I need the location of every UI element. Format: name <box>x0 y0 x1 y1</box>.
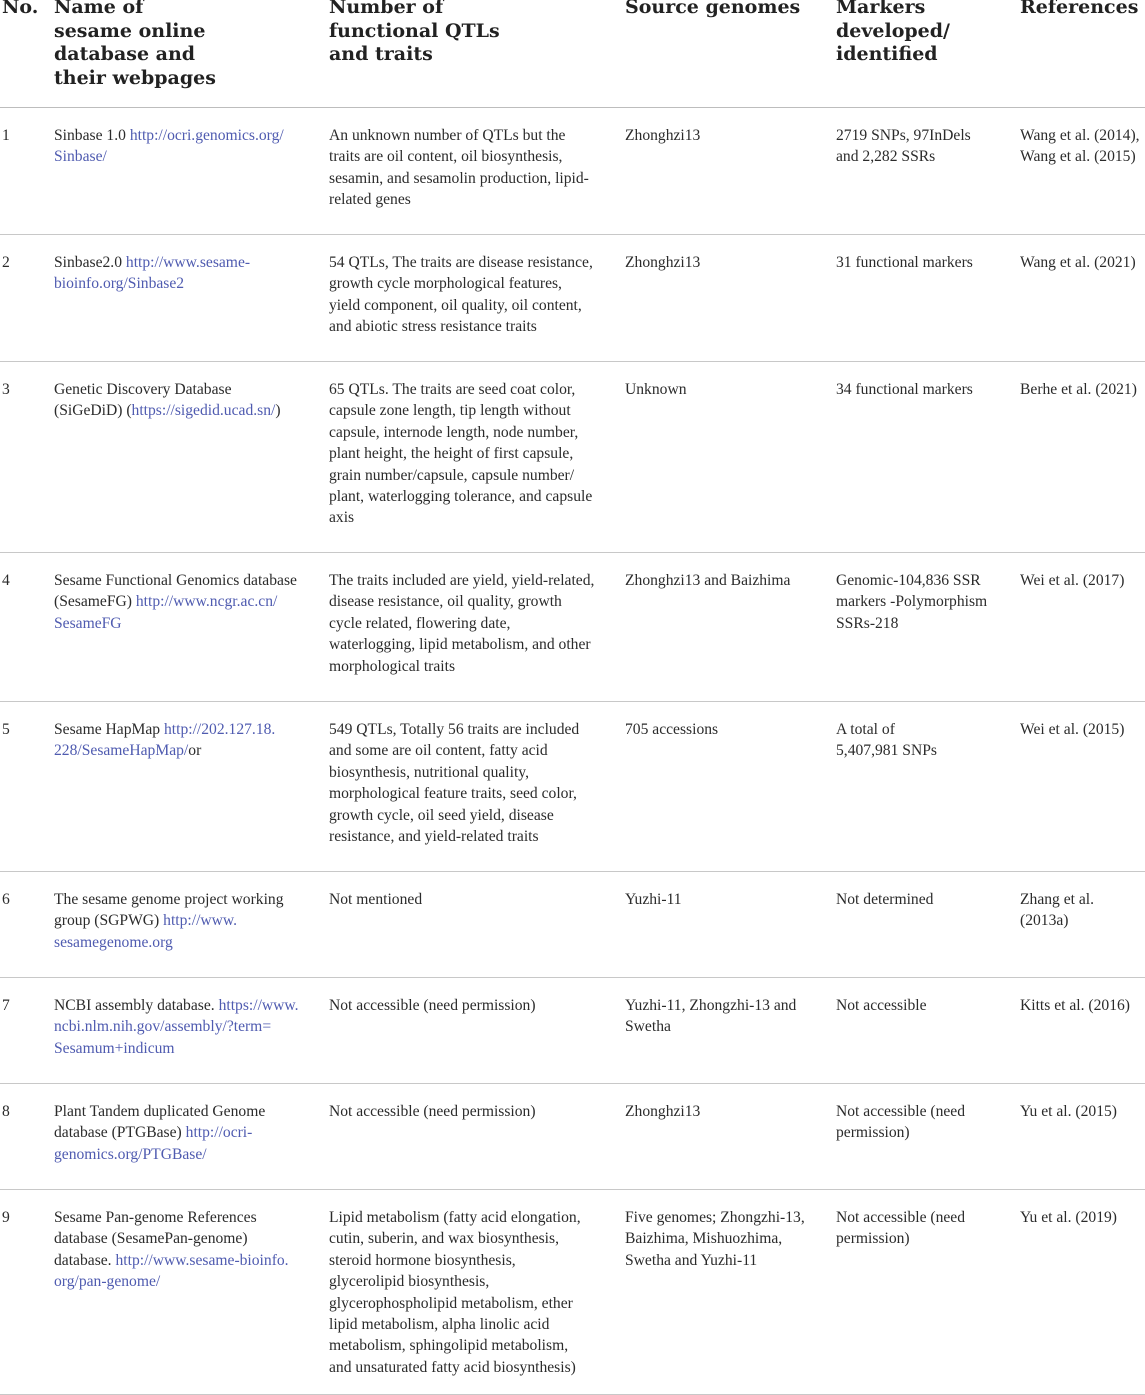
header-no <box>2 0 42 20</box>
source-genomes <box>625 889 823 910</box>
database-name <box>54 252 312 295</box>
markers-line: A total of <box>836 721 895 738</box>
source-genomes-line: Zhonghzi13 <box>625 1103 701 1120</box>
database-link[interactable]: http://www.sesame-bioinfo. <box>115 1251 289 1269</box>
name-line <box>54 719 312 740</box>
references-line: Yu et al. (2019) <box>1020 1209 1118 1226</box>
qtls-traits-line: glycerolipid biosynthesis, <box>329 1273 490 1291</box>
database-link[interactable]: https://sigedid.ucad.sn/ <box>131 402 276 420</box>
qtls-traits-line: cutin, suberin, and wax biosynthesis, <box>329 1230 559 1248</box>
references <box>1020 1207 1145 1228</box>
name-text: NCBI assembly database. <box>54 997 219 1014</box>
header-line: Source genomes <box>625 0 801 18</box>
source-genomes <box>625 125 823 146</box>
table-row <box>0 235 1145 362</box>
markers-line: and 2,282 SSRs <box>836 148 936 166</box>
header-line: Markers <box>836 0 926 18</box>
name-line <box>54 273 312 294</box>
name-text: Sesame Pan-genome References <box>54 1209 257 1226</box>
qtls-traits-line: yield component, oil quality, oil content, <box>329 296 582 314</box>
name-line <box>54 1038 312 1059</box>
table-row <box>0 108 1145 235</box>
name-text: Sinbase2.0 <box>54 254 126 271</box>
table-row <box>0 702 1145 872</box>
qtls-traits-line: and abiotic stress resistance traits <box>329 318 537 336</box>
qtls-traits-line: metabolism, sphingolipid metabolism, <box>329 1337 569 1355</box>
markers-line: SSRs-218 <box>836 614 899 632</box>
source-genomes-line: Yuzhi-11 <box>625 891 682 908</box>
database-name <box>54 125 312 168</box>
database-link[interactable]: ncbi.nlm.nih.gov/assembly/?term= <box>54 1018 272 1036</box>
references <box>1020 1101 1145 1122</box>
markers <box>836 570 1012 634</box>
qtls-traits-line: 65 QTLs. The traits are seed coat color, <box>329 381 576 398</box>
table-body <box>0 108 1145 1395</box>
name-line <box>54 932 312 953</box>
source-genomes <box>625 1101 823 1122</box>
qtls-traits-line: lipid metabolism, alpha linolic acid <box>329 1316 550 1334</box>
database-name <box>54 1101 312 1165</box>
name-line <box>54 591 312 612</box>
source-genomes <box>625 1207 823 1271</box>
database-name <box>54 719 312 762</box>
name-text: Sesame Functional Genomics database <box>54 572 297 589</box>
name-text: database (SesamePan-genome) <box>54 1230 248 1248</box>
name-line <box>54 740 312 761</box>
qtls-traits-line: Not mentioned <box>329 891 423 908</box>
source-genomes-line: Swetha <box>625 1018 671 1036</box>
references-line: Wei et al. (2017) <box>1020 572 1125 589</box>
markers-line: Not accessible (need <box>836 1209 966 1226</box>
markers <box>836 379 1012 400</box>
row-number: 6 <box>2 891 10 908</box>
markers-line: Genomic-104,836 SSR <box>836 572 981 589</box>
header-line: database and <box>54 43 196 65</box>
qtls-traits-line: growth cycle morphological features, <box>329 275 562 293</box>
source-genomes-line: Zhonghzi13 and Baizhima <box>625 572 791 589</box>
name-line <box>54 1016 312 1037</box>
qtls-traits-line: plant height, the height of first capsule, <box>329 445 574 463</box>
qtls-traits <box>329 252 611 338</box>
qtls-traits-line: Not accessible (need permission) <box>329 1103 536 1120</box>
markers-line: Not determined <box>836 891 934 908</box>
qtls-traits-line: plant, waterlogging tolerance, and capsule <box>329 488 593 506</box>
qtls-traits-line: Lipid metabolism (fatty acid elongation, <box>329 1209 581 1226</box>
references-line: Wang et al. (2015) <box>1020 148 1136 166</box>
source-genomes <box>625 570 823 591</box>
name-text: Sinbase 1.0 <box>54 127 130 144</box>
name-text: group (SGPWG) <box>54 912 164 930</box>
source-genomes <box>625 252 823 273</box>
header-source <box>625 0 823 20</box>
qtls-traits-line: sesamin, and sesamolin production, lipid- <box>329 169 589 187</box>
references <box>1020 252 1145 273</box>
row-number: 7 <box>2 997 10 1014</box>
row-number: 4 <box>2 572 10 589</box>
database-name <box>54 379 312 422</box>
references-line: Yu et al. (2015) <box>1020 1103 1118 1120</box>
markers-line: 5,407,981 SNPs <box>836 742 937 760</box>
source-genomes <box>625 379 823 400</box>
markers-line: Not accessible <box>836 997 927 1014</box>
header-line: their webpages <box>54 66 216 89</box>
row-number: 1 <box>2 127 10 144</box>
source-genomes-line: Swetha and Yuzhi-11 <box>625 1251 758 1269</box>
qtls-traits-line: related genes <box>329 191 411 209</box>
qtls-traits <box>329 570 611 677</box>
name-text: ) <box>275 402 281 420</box>
references <box>1020 889 1145 932</box>
name-line <box>54 1271 312 1292</box>
references-line: Zhang et al. <box>1020 891 1095 908</box>
database-name <box>54 889 312 953</box>
references-line: Kitts et al. (2016) <box>1020 997 1131 1014</box>
database-link[interactable]: SesameFG <box>54 614 122 632</box>
references-line: (2013a) <box>1020 912 1069 930</box>
name-line <box>54 1122 312 1143</box>
qtls-traits <box>329 719 611 847</box>
table-row <box>0 872 1145 978</box>
header-line: Name of <box>54 0 144 18</box>
qtls-traits-line: and unsaturated fatty acid biosynthesis) <box>329 1358 576 1376</box>
source-genomes-line: 705 accessions <box>625 721 719 738</box>
header-line: sesame online <box>54 19 206 42</box>
database-link[interactable]: http://ocri.genomics.org/ <box>129 127 284 144</box>
name-line <box>54 1250 312 1271</box>
qtls-traits-line: capsule zone length, tip length without <box>329 402 571 420</box>
references-line: Wang et al. (2021) <box>1020 254 1136 271</box>
name-text: database. <box>54 1251 116 1269</box>
qtls-traits-line: Not accessible (need permission) <box>329 997 536 1014</box>
name-line <box>54 570 312 591</box>
header-line: Number of <box>329 0 444 18</box>
qtls-traits-line: biosynthesis, nutritional quality, <box>329 763 529 781</box>
name-line <box>54 252 312 273</box>
database-link[interactable]: org/pan-genome/ <box>54 1273 161 1291</box>
qtls-traits-line: grain number/capsule, capsule number/ <box>329 466 575 484</box>
markers-line: Not accessible (need <box>836 1103 966 1120</box>
name-line <box>54 1144 312 1165</box>
qtls-traits <box>329 889 611 910</box>
database-link[interactable]: 228/SesameHapMap/ <box>54 742 189 760</box>
references <box>1020 379 1145 400</box>
qtls-traits-line: growth cycle, oil seed yield, disease <box>329 806 554 824</box>
qtls-traits <box>329 1101 611 1122</box>
references <box>1020 125 1145 168</box>
header-qtls <box>329 0 611 67</box>
header-line: functional QTLs <box>329 19 500 42</box>
row-number: 2 <box>2 254 10 271</box>
database-name <box>54 1207 312 1293</box>
table-row <box>0 1084 1145 1190</box>
header-name <box>54 0 312 90</box>
database-link[interactable]: http://www.sesame- <box>125 254 251 271</box>
database-link[interactable]: bioinfo.org/Sinbase2 <box>54 275 185 293</box>
name-line <box>54 995 312 1016</box>
markers-line: permission) <box>836 1124 910 1142</box>
qtls-traits-line: waterlogging, lipid metabolism, and other <box>329 636 591 654</box>
qtls-traits-line: morphological traits <box>329 657 456 675</box>
name-line <box>54 889 312 910</box>
table-row <box>0 978 1145 1084</box>
qtls-traits-line: morphological feature traits, seed color, <box>329 785 577 803</box>
row-number: 5 <box>2 721 10 738</box>
table-row <box>0 1190 1145 1395</box>
database-link[interactable]: Sinbase/ <box>54 148 107 166</box>
source-genomes-line: Five genomes; Zhongzhi-13, <box>625 1209 805 1226</box>
source-genomes-line: Unknown <box>625 381 687 398</box>
database-link[interactable]: sesamegenome.org <box>54 933 173 951</box>
name-line <box>54 1228 312 1249</box>
qtls-traits-line: capsule, internode length, node number, <box>329 423 579 441</box>
header-line: developed/ <box>836 19 950 42</box>
name-line <box>54 613 312 634</box>
markers-line: 2719 SNPs, 97InDels <box>836 127 971 144</box>
references-line: Wei et al. (2015) <box>1020 721 1125 738</box>
database-link[interactable]: http://www.ncgr.ac.cn/ <box>135 593 278 611</box>
references <box>1020 570 1145 591</box>
database-link[interactable]: http://www. <box>163 912 238 930</box>
qtls-traits-line: resistance, and yield-related traits <box>329 828 539 846</box>
source-genomes-line: Yuzhi-11, Zhongzhi-13 and <box>625 997 797 1014</box>
header-markers <box>836 0 1012 67</box>
markers-line: markers -Polymorphism <box>836 593 988 611</box>
database-link[interactable]: http://ocri- <box>185 1124 253 1142</box>
qtls-traits-line: steroid hormone biosynthesis, <box>329 1251 516 1269</box>
references-line: Berhe et al. (2021) <box>1020 381 1137 398</box>
source-genomes-line: Zhonghzi13 <box>625 127 701 144</box>
markers-line: permission) <box>836 1230 910 1248</box>
database-link[interactable]: http://202.127.18. <box>164 721 276 738</box>
markers <box>836 889 1012 910</box>
qtls-traits <box>329 379 611 529</box>
source-genomes <box>625 995 823 1038</box>
references <box>1020 995 1145 1016</box>
qtls-traits-line: The traits included are yield, yield-related, <box>329 572 595 589</box>
markers-line: 34 functional markers <box>836 381 973 398</box>
source-genomes <box>625 719 823 740</box>
markers <box>836 125 1012 168</box>
table-header <box>0 0 1145 108</box>
name-line <box>54 910 312 931</box>
name-line <box>54 125 312 146</box>
database-link[interactable]: Sesamum+indicum <box>54 1039 175 1057</box>
name-text: Sesame HapMap <box>54 721 164 738</box>
header-line: No. <box>2 0 39 18</box>
header-references <box>1020 0 1145 20</box>
name-text: Plant Tandem duplicated Genome <box>54 1103 266 1120</box>
qtls-traits <box>329 995 611 1016</box>
database-name <box>54 570 312 634</box>
database-link[interactable]: genomics.org/PTGBase/ <box>54 1145 207 1163</box>
markers <box>836 1207 1012 1250</box>
database-link[interactable]: https://www. <box>218 997 299 1014</box>
references <box>1020 719 1145 740</box>
qtls-traits-line: 549 QTLs, Totally 56 traits are included <box>329 721 580 738</box>
qtls-traits <box>329 125 611 211</box>
qtls-traits <box>329 1207 611 1378</box>
name-text: or <box>188 742 202 760</box>
source-genomes-line: Zhonghzi13 <box>625 254 701 271</box>
name-text: database (PTGBase) <box>54 1124 186 1142</box>
name-text: (SiGeDiD) ( <box>54 402 132 420</box>
name-line <box>54 400 312 421</box>
name-line <box>54 146 312 167</box>
header-line: References <box>1020 0 1139 18</box>
markers-line: 31 functional markers <box>836 254 973 271</box>
header-line: identified <box>836 43 938 65</box>
qtls-traits-line: traits are oil content, oil biosynthesis, <box>329 148 563 166</box>
markers <box>836 719 1012 762</box>
markers <box>836 252 1012 273</box>
references-line: Wang et al. (2014), <box>1020 127 1140 144</box>
name-line <box>54 1101 312 1122</box>
name-line <box>54 379 312 400</box>
source-genomes-line: Baizhima, Mishuozhima, <box>625 1230 783 1248</box>
name-text: The sesame genome project working <box>54 891 284 908</box>
row-number: 8 <box>2 1103 10 1120</box>
table-row <box>0 362 1145 553</box>
markers <box>836 1101 1012 1144</box>
name-text: (SesameFG) <box>54 593 136 611</box>
qtls-traits-line: disease resistance, oil quality, growth <box>329 593 562 611</box>
row-number: 9 <box>2 1209 10 1226</box>
qtls-traits-line: 54 QTLs, The traits are disease resistance, <box>329 254 593 271</box>
qtls-traits-line: An unknown number of QTLs but the <box>329 127 566 144</box>
header-line: and traits <box>329 43 433 65</box>
markers <box>836 995 1012 1016</box>
qtls-traits-line: and some are oil content, fatty acid <box>329 742 548 760</box>
table-row <box>0 553 1145 702</box>
database-name <box>54 995 312 1059</box>
qtls-traits-line: glycerophospholipid metabolism, ether <box>329 1294 573 1312</box>
name-text: Genetic Discovery Database <box>54 381 232 398</box>
qtls-traits-line: cycle related, flowering date, <box>329 614 511 632</box>
qtls-traits-line: axis <box>329 509 355 527</box>
row-number: 3 <box>2 381 10 398</box>
name-line <box>54 1207 312 1228</box>
